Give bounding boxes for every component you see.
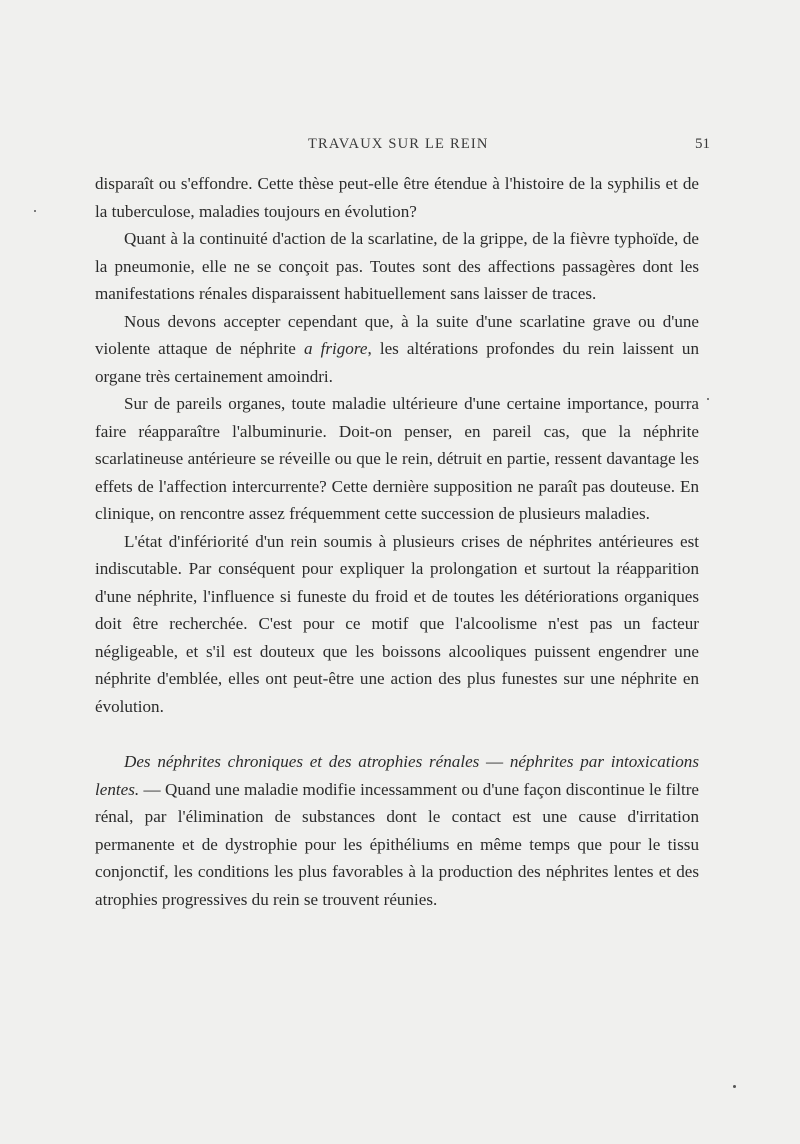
paragraph-3-text-b: , les altérations profondes du rein laissent un organe très certainement amoindri. xyxy=(95,339,699,386)
paragraph-3-text-a: Nous devons accepter cependant que, à la suite d'une scarlatine grave ou d'une violente attaque de néphrite xyxy=(95,311,699,358)
section-title-part-1: Des néphrites chroniques et des atrophies rénales xyxy=(124,752,480,771)
paper-speck xyxy=(733,1085,736,1088)
paragraph-5: L'état d'infériorité d'un rein soumis à plusieurs crises de néphrites antérieures est indiscutable. Par conséquent pour expliquer la prolongation et surtout la réapparition d'une néphrite, l'influence si funeste du froid et de toutes les détériorations organiques doit être recherchée. C'est pour ce motif que l'alcoolisme n'est pas un facteur négligeable, et s'il est douteux que les boissons alcooliques puissent engendrer une néphrite d'emblée, elles ont peut-être une action des plus funestes sur une néphrite en évolution. xyxy=(95,531,699,716)
paragraph-1: disparaît ou s'effondre. Cette thèse peut-elle être étendue à l'histoire de la syphilis et de la tuberculose, maladies toujours en évolution? xyxy=(95,174,699,221)
section-title-part-2: néphrites par intoxications lentes. xyxy=(95,752,700,799)
page-number: 51 xyxy=(695,136,710,152)
latin-term: a frigore xyxy=(303,339,368,358)
paragraph-3 xyxy=(95,308,699,391)
paper-speck xyxy=(34,210,36,212)
running-header xyxy=(0,136,800,160)
paragraph-2: Quant à la continuité d'action de la scarlatine, de la grippe, de la fièvre typhoïde, de la pneumonie, elle ne se conçoit pas. Toutes sont des affections passagères dont les manifestations rénales disparaissent habituellement sans laisser de traces. xyxy=(95,229,699,303)
section-text: — Quand une maladie modifie incessamment ou d'une façon discontinue le filtre rénal, par l'élimination de substances dont le contact est une cause d'irritation permanente et de dystrophie pour les épithéliums en même temps que pour le tissu conjonctif, les conditions les plus favorables à la production des néphrites lentes et des atrophies progressives du rein se trouvent réunies. xyxy=(95,779,699,909)
section-dash: — xyxy=(479,752,510,771)
body-text xyxy=(95,170,699,913)
section-paragraph xyxy=(95,748,699,913)
paper-speck xyxy=(707,398,709,400)
running-title: TRAVAUX SUR LE REIN xyxy=(308,136,489,152)
paragraph-4: Sur de pareils organes, toute maladie ultérieure d'une certaine importance, pourra faire réapparaître l'albuminurie. Doit-on penser, en pareil cas, que la néphrite scarlatineuse antérieure se réveille ou que le rein, détruit en partie, ressent davantage les effets de l'affection intercurrente? Cette dernière supposition ne paraît pas douteuse. En clinique, on rencontre assez fréquemment cette succession de plusieurs maladies. xyxy=(95,394,699,523)
